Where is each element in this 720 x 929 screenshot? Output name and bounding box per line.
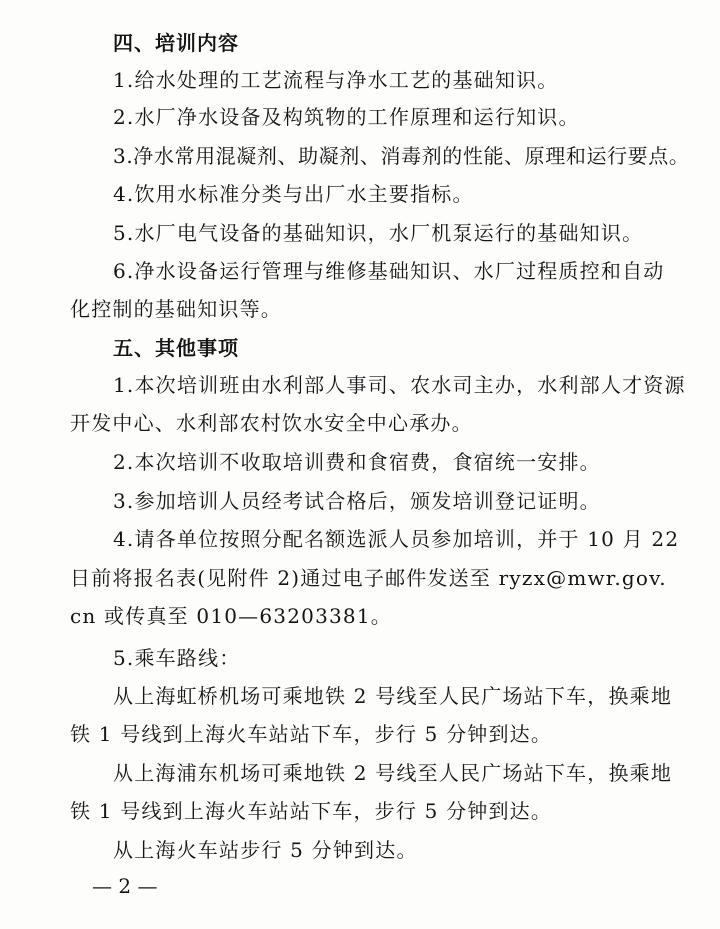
paragraph-line: 化控制的基础知识等。	[70, 297, 282, 321]
paragraph-line: 1.给水处理的工艺流程与净水工艺的基础知识。	[113, 68, 559, 92]
paragraph-line: 4.请各单位按照分配名额选派人员参加培训，并于 10 月 22	[113, 527, 680, 551]
paragraph-line: 开发中心、水利部农村饮水安全中心承办。	[70, 411, 473, 435]
paragraph-line: 铁 1 号线到上海火车站站下车，步行 5 分钟到达。	[70, 722, 553, 746]
paragraph-line: 2.本次培训不收取培训费和食宿费，食宿统一安排。	[113, 450, 601, 474]
paragraph-line: 从上海火车站步行 5 分钟到达。	[113, 838, 418, 862]
paragraph-line: 从上海虹桥机场可乘地铁 2 号线至人民广场站下车，换乘地	[113, 684, 673, 708]
paragraph-line: 5.水厂电气设备的基础知识，水厂机泵运行的基础知识。	[113, 221, 644, 245]
paragraph-line: 日前将报名表(见附件 2)通过电子邮件发送至 ryzx@mwr.gov.	[70, 566, 667, 590]
paragraph-line: 6.净水设备运行管理与维修基础知识、水厂过程质控和自动	[113, 259, 665, 283]
paragraph-line: 从上海浦东机场可乘地铁 2 号线至人民广场站下车，换乘地	[113, 761, 673, 785]
section-heading-training-content: 四、培训内容	[113, 31, 239, 55]
paragraph-line: 1.本次培训班由水利部人事司、农水司主办，水利部人才资源	[113, 373, 686, 397]
paragraph-line: 3.净水常用混凝剂、助凝剂、消毒剂的性能、原理和运行要点。	[113, 144, 690, 168]
paragraph-line: 铁 1 号线到上海火车站站下车，步行 5 分钟到达。	[70, 799, 553, 823]
paragraph-line: 2.水厂净水设备及构筑物的工作原理和运行知识。	[113, 105, 580, 129]
paragraph-line: 3.参加培训人员经考试合格后，颁发培训登记证明。	[113, 489, 601, 513]
paragraph-line: 4.饮用水标准分类与出厂水主要指标。	[113, 182, 474, 206]
paragraph-line: cn 或传真至 010—63203381。	[70, 604, 392, 628]
paragraph-line: 5.乘车路线：	[113, 646, 241, 670]
section-heading-other-matters: 五、其他事项	[113, 336, 239, 360]
page-number: — 2 —	[92, 874, 158, 898]
